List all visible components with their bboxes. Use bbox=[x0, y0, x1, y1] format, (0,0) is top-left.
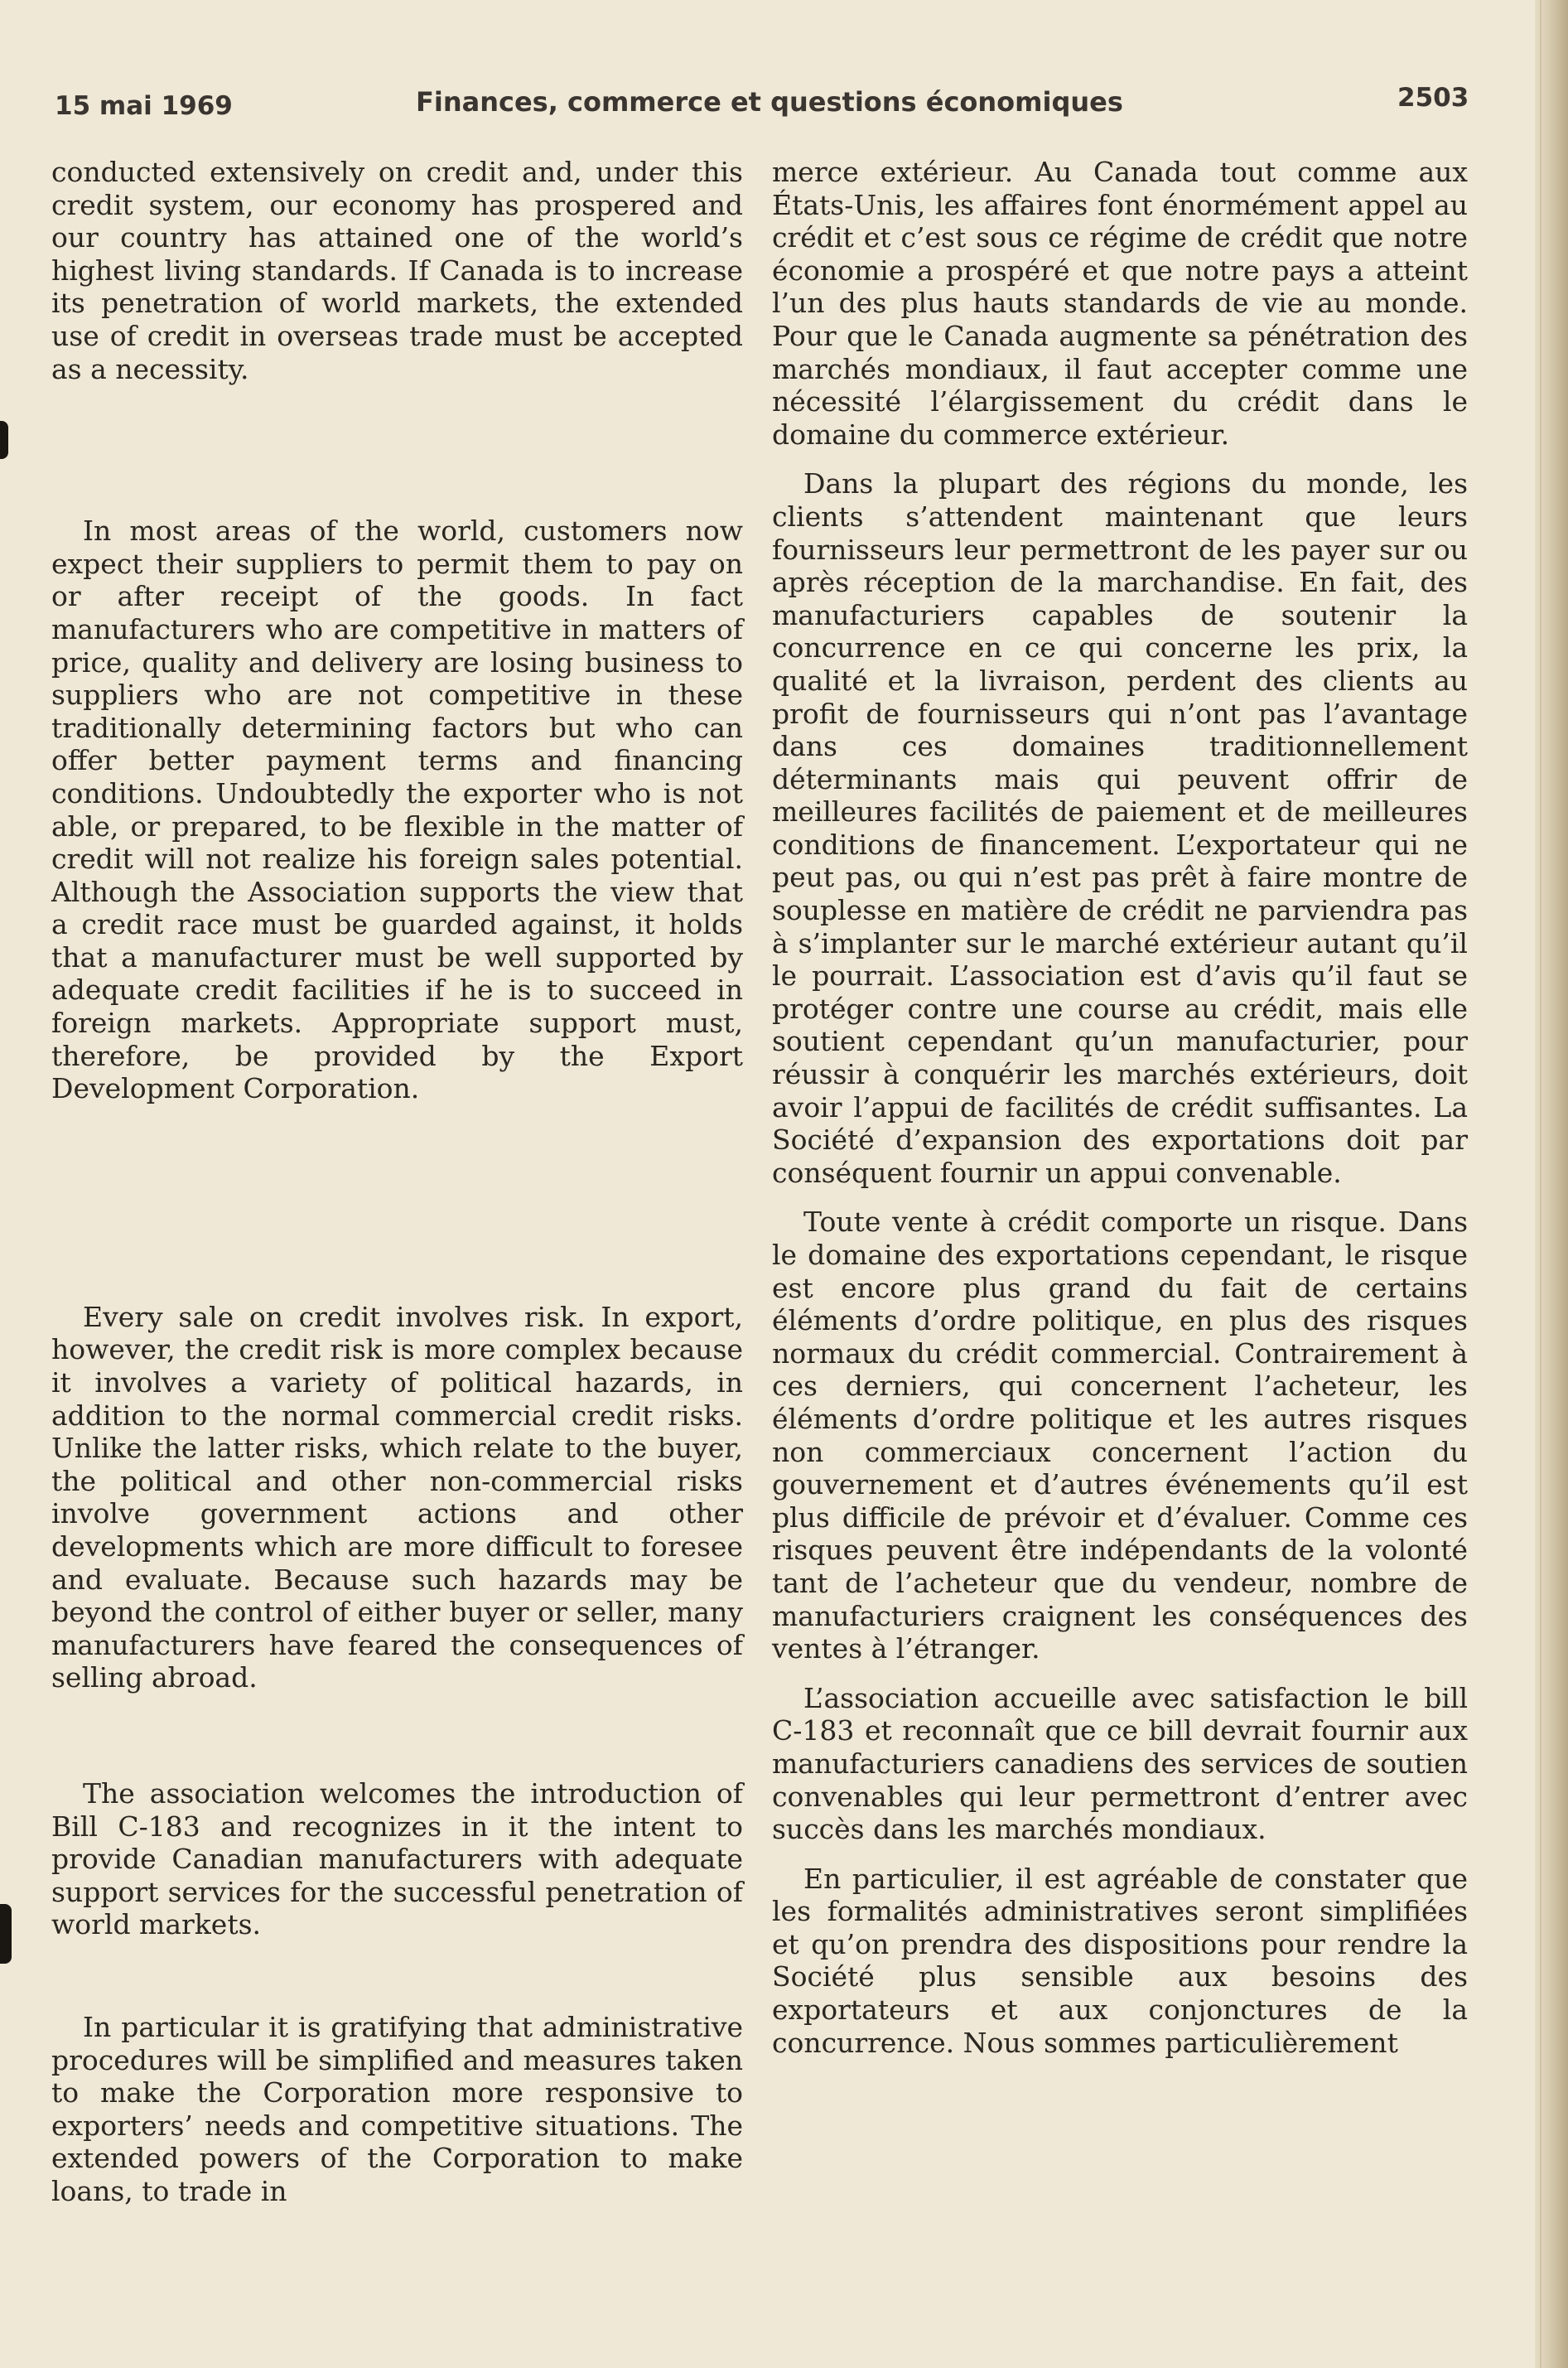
english-paragraph-4: The association welcomes the introduction of Bill C-183 and recognizes in it the intent to provide Canadian manufacturers with adequate support services for the successful penetration of world markets. bbox=[51, 1776, 743, 1941]
english-paragraph-2: In most areas of the world, customers now expect their suppliers to permit them to pay on or after receipt of the goods. In fact manufacturers who are competitive in matters of price, quality and delivery are losing business to suppliers who are not competitive in these traditionally determining factors but who can offer better payment terms and financing conditions. Undoubtedly the exporter who is not able, or prepared, to be flexible in the matter of credit will not realize his foreign sales potential. Although the Association supports the view that a credit race must be guarded against, it holds that a manufacturer must be well supported by adequate credit facilities if he is to succeed in foreign markets. Appropriate support must, therefore, be provided by the Export Development Corporation. bbox=[51, 515, 743, 1105]
french-paragraph-3: Toute vente à crédit comporte un risque. Dans le domaine des exportations cependant, le risque est encore plus grand du fait de certains éléments d’ordre politique, en plus des risques normaux du crédit commercial. Contrairement à ces derniers, qui concernent l’acheteur, les éléments d’ordre politique et les autres risques non commerciaux concernent l’action du gouvernement et d’autres événements qu’il est plus difficile de prévoir et d’évaluer. Comme ces risques peuvent être indépendants de la volonté tant de l’acheteur que du vendeur, nombre de manufacturiers craignent les conséquences des ventes à l’étranger. bbox=[772, 1206, 1468, 1665]
header-title: Finances, commerce et questions économiques bbox=[416, 86, 1123, 118]
page-binding-edge bbox=[1535, 0, 1568, 2368]
english-column bbox=[51, 156, 743, 2208]
english-paragraph-3: Every sale on credit involves risk. In export, however, the credit risk is more complex because it involves a variety of political hazards, in addition to the normal commercial credit risks. Unlike the latter risks, which relate to the buyer, the political and other non-commercial risks involve government actions and other developments which are more difficult to foresee and evaluate. Because such hazards may be beyond the control of either buyer or seller, many manufacturers have feared the consequences of selling abroad. bbox=[51, 1300, 743, 1694]
header-date: 15 mai 1969 bbox=[55, 91, 233, 121]
french-paragraph-4: L’association accueille avec satisfaction le bill C-183 et reconnaît que ce bill devrait fournir aux manufacturiers canadiens des services de soutien convenables qui leur permettront d’entrer avec succès dans les marchés mondiaux. bbox=[772, 1681, 1468, 1846]
english-paragraph-1: conducted extensively on credit and, under this credit system, our economy has prospered and our country has attained one of the world’s highest living standards. If Canada is to increase its penetration of world markets, the extended use of credit in overseas trade must be accepted as a necessity. bbox=[51, 156, 743, 385]
english-paragraph-5: In particular it is gratifying that administrative procedures will be simplified and measures taken to make the Corporation more responsive to exporters’ needs and competitive situations. The extended powers of the Corporation to make loans, to trade in bbox=[51, 2010, 743, 2207]
page-header bbox=[51, 83, 1468, 133]
french-column bbox=[772, 156, 1468, 2059]
french-paragraph-5: En particulier, il est agréable de constater que les formalités administratives seront simplifiées et qu’on prendra des dispositions pour rendre la Société plus sensible aux besoins des exportateurs et aux conjonctures de la concurrence. Nous sommes particulièrement bbox=[772, 1862, 1468, 2059]
page-number: 2503 bbox=[1397, 83, 1469, 113]
french-paragraph-2: Dans la plupart des régions du monde, les clients s’attendent maintenant que leurs fournisseurs leur permettront de les payer sur ou après réception de la marchandise. En fait, des manufacturiers capables de soutenir la concurrence en ce qui concerne les prix, la qualité et la livraison, perdent des clients au profit de fournisseurs qui n’ont pas l’avantage dans ces domaines traditionnellement déterminants mais qui peuvent offrir de meilleures facilités de paiement et de meilleures conditions de financement. L’exportateur qui ne peut pas, ou qui n’est pas prêt à faire montre de souplesse en matière de crédit ne parviendra pas à s’implanter sur le marché extérieur autant qu’il le pourrait. L’association est d’avis qu’il faut se protéger contre une course au crédit, mais elle soutient cependant qu’un manufacturier, pour réussir à conquérir les marchés extérieurs, doit avoir l’appui de facilités de crédit suffisantes. La Société d’expansion des exportations doit par conséquent fournir un appui convenable. bbox=[772, 467, 1468, 1189]
punch-hole-mark bbox=[0, 421, 8, 459]
punch-hole-mark bbox=[0, 1904, 12, 1964]
french-paragraph-1: merce extérieur. Au Canada tout comme aux États-Unis, les affaires font énormément appel au crédit et c’est sous ce régime de crédit que notre économie a prospéré et que notre pays a atteint l’un des plus hauts standards de vie au monde. Pour que le Canada augmente sa pénétration des marchés mondiaux, il faut accepter comme une nécessité l’élargissement du crédit dans le domaine du commerce extérieur. bbox=[772, 156, 1468, 451]
